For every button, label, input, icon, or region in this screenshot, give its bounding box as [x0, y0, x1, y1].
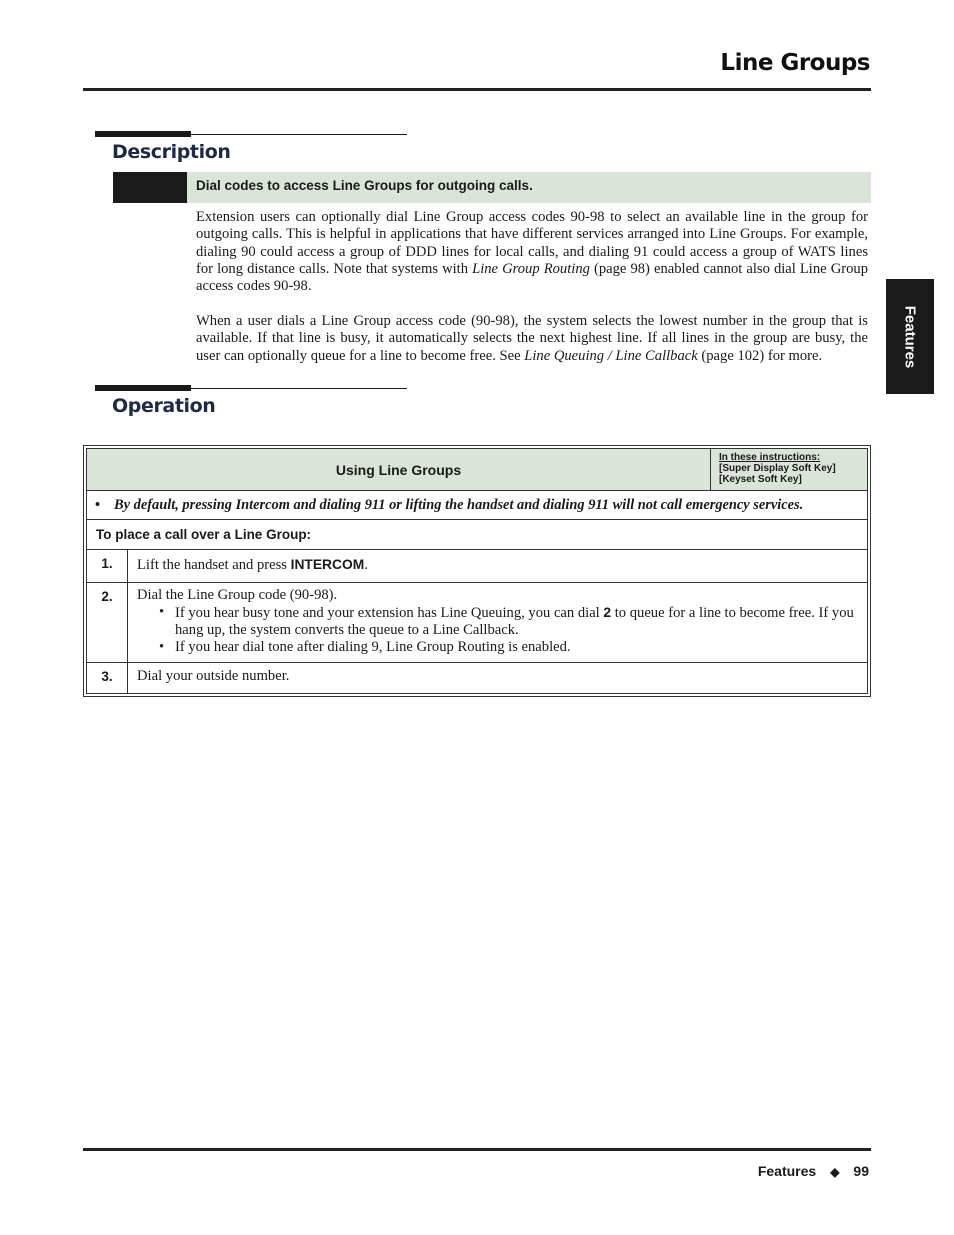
step-punctuation: . — [364, 557, 368, 573]
paragraph-text: (page 102) for more. — [697, 347, 823, 364]
warning-row — [87, 491, 867, 520]
warning-text: By default, pressing Intercom and dialing 911 or lifting the handset and dialing 911 will not call emergency services. — [114, 496, 804, 513]
paragraph-text: Extension users can optionally dial Line Group access codes 90-98 to select an available line in the group for outgoing calls. This is helpful in applications that have different services arranged into Line Groups. For example, dialing 90 could access a group of DDD lines for local calls, and dialing 91 could access a group of WATS lines for long distance calls. Note that systems with — [196, 209, 868, 277]
side-tab — [886, 279, 934, 394]
list-item — [175, 604, 867, 639]
table-title: Using Line Groups — [87, 449, 711, 490]
step-instruction: Dial the Line Group code (90-98). — [137, 587, 338, 603]
step-instruction: Lift the handset and press — [137, 557, 291, 573]
bullet-text: to queue for a line to become free. If you hang up, the system converts the queue to a Line Callback. — [175, 605, 854, 638]
paragraph-text: When a user dials a Line Group access code (90-98), the system selects the lowest number in the group that is available. If that line is busy, it automatically selects the next highest line. If all lines in the group are busy, the user can optionally queue for a line to become free. See — [196, 313, 868, 364]
paragraph-text: (page 98) enabled cannot also dial Line Group access codes 90-98. — [196, 260, 868, 295]
description-summary: Dial codes to access Line Groups for outgoing calls. — [196, 178, 533, 193]
key-name: 2 — [603, 605, 612, 620]
section-rule-thin — [95, 388, 407, 389]
page-footer — [758, 1163, 869, 1179]
description-paragraph-1 — [196, 209, 868, 295]
step-text — [128, 583, 867, 662]
page-title: Line Groups — [720, 50, 870, 76]
side-tab-label: Features — [901, 305, 919, 368]
section-rule-thin — [95, 134, 407, 135]
super-display-key-legend: [Super Display Soft Key] — [719, 463, 836, 474]
operation-heading: Operation — [112, 395, 216, 417]
step-bullets — [137, 604, 867, 656]
table-row — [87, 583, 867, 663]
description-summary-bar — [113, 172, 871, 203]
bullet-text: If you hear busy tone and your extension has Line Queuing, you can dial — [175, 605, 604, 621]
table-header-row — [87, 449, 867, 491]
table-row — [87, 550, 867, 583]
key-name: INTERCOM — [290, 557, 365, 572]
subheading-row — [87, 520, 867, 550]
list-item: • If you hear dial tone after dialing 9, Line Group Routing is enabled. — [175, 639, 867, 656]
cross-reference: Line Group Routing — [472, 260, 590, 277]
description-heading: Description — [112, 141, 231, 163]
step-text: Dial your outside number. — [137, 668, 290, 684]
description-paragraph-2 — [196, 313, 868, 365]
summary-bar-marker — [113, 172, 187, 203]
footer-rule — [83, 1148, 871, 1151]
cross-reference: Line Queuing / Line Callback — [524, 347, 698, 364]
keyset-key-legend: [Keyset Soft Key] — [719, 474, 802, 485]
subheading-text: To place a call over a Line Group: — [96, 527, 312, 542]
header-rule — [83, 88, 871, 91]
instructions-label: In these instructions: — [719, 452, 821, 463]
diamond-icon: ◆ — [830, 1165, 840, 1179]
step-number: 2. — [87, 583, 128, 662]
table-row — [87, 663, 867, 693]
instructions-legend — [711, 449, 867, 490]
step-text — [128, 550, 867, 582]
footer-section: Features — [757, 1163, 817, 1179]
step-number: 1. — [87, 550, 128, 582]
page-number: 99 — [853, 1163, 869, 1179]
step-number: 3. — [87, 663, 128, 693]
operation-table — [83, 445, 871, 697]
bullet: • — [95, 496, 101, 513]
